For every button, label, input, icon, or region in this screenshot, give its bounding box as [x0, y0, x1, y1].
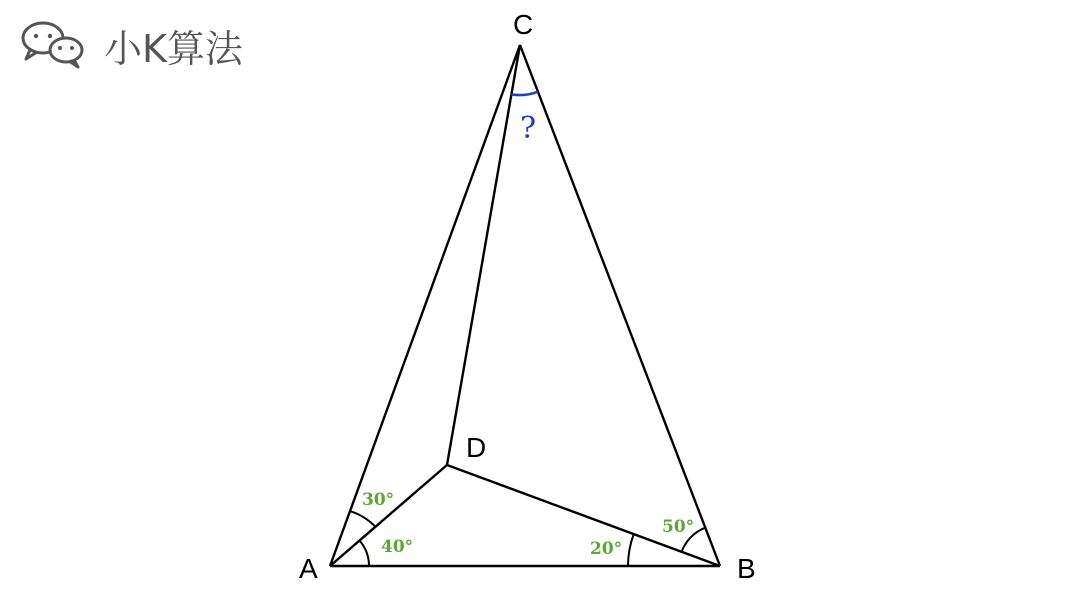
angle-arc-CAD [350, 511, 376, 527]
angle-label-DBC: 50° [662, 517, 695, 537]
angle-arc-DAB [360, 541, 370, 567]
point-label-B: B [737, 553, 756, 584]
angle-arc-ABD [628, 534, 634, 566]
segment-DB [447, 465, 720, 566]
point-label-A: A [299, 553, 318, 584]
point-label-D: D [466, 432, 487, 463]
angle-label-ACD: ? [520, 111, 537, 146]
wechat-icon [23, 23, 82, 67]
angle-label-DAB: 40° [381, 537, 414, 557]
watermark-text: 小K算法 [104, 27, 243, 71]
angle-label-ABD: 20° [590, 539, 623, 559]
point-label-C: C [513, 9, 534, 40]
angle-label-CAD: 30° [362, 490, 395, 510]
segment-DC [447, 45, 520, 465]
segment-CB [520, 45, 720, 566]
angle-arc-ACD [511, 92, 538, 95]
segment-AC [330, 45, 520, 566]
